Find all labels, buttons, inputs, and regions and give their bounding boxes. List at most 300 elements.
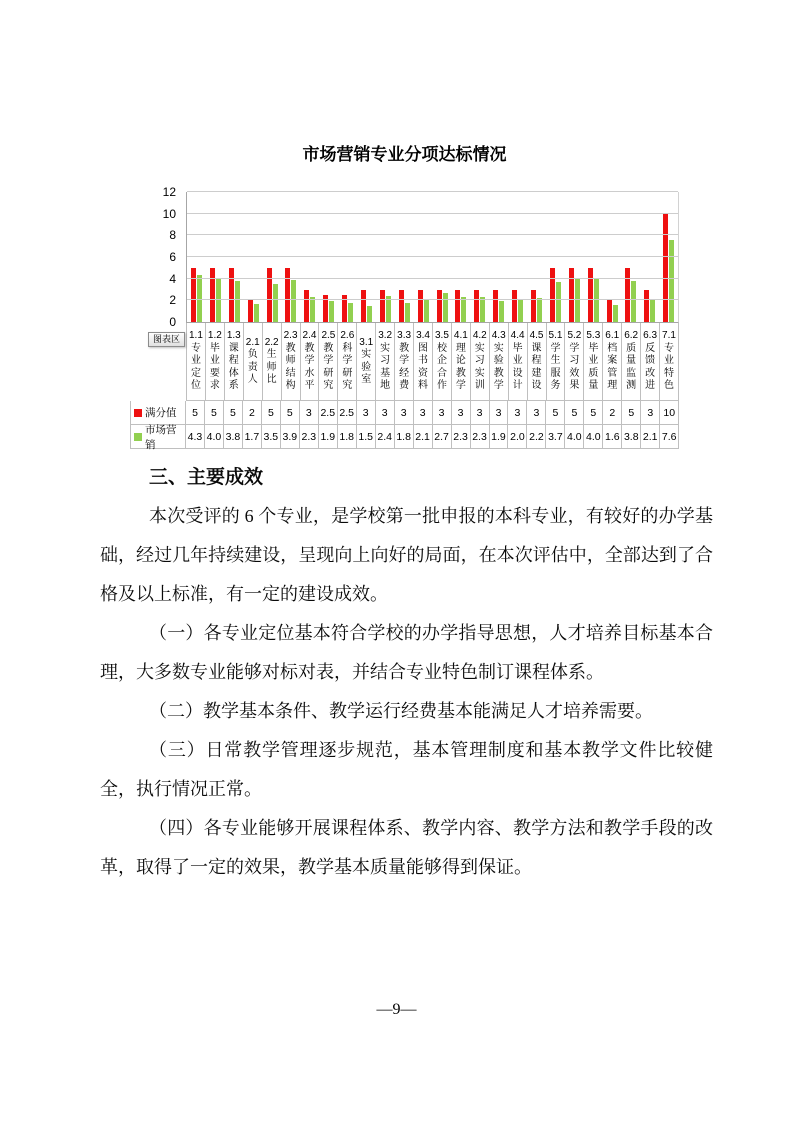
category-char: 人 — [247, 374, 258, 385]
value-cell: 2.3 — [300, 425, 319, 449]
category-char: 效 — [569, 367, 580, 379]
category-char: 业 — [209, 355, 220, 367]
category-char: 经 — [399, 367, 410, 379]
category-char: 平 — [304, 380, 315, 392]
category-cell — [301, 323, 320, 401]
category-char: 资 — [418, 367, 429, 379]
bar — [191, 268, 196, 322]
y-tick-label: 8 — [169, 228, 176, 243]
value-cell: 1.9 — [319, 425, 338, 449]
bar-group-2.1 — [244, 192, 263, 322]
category-header-row — [130, 323, 679, 401]
value-cell: 1.8 — [395, 425, 414, 449]
paragraph: （一）各专业定位基本符合学校的办学指导思想，人才培养目标基本合理，大多数专业能够对标对表，并结合专业特色制订课程体系。 — [100, 623, 713, 682]
bar-group-6.2 — [621, 192, 640, 322]
category-char: 毕 — [209, 342, 220, 354]
bar — [663, 214, 668, 322]
value-cell: 3 — [357, 401, 376, 425]
value-cell: 3 — [376, 401, 395, 425]
category-code: 3.4 — [416, 330, 430, 342]
category-cell — [186, 323, 206, 401]
bar — [418, 290, 423, 323]
bar-group-2.6 — [338, 192, 357, 322]
y-tick-label: 6 — [169, 250, 176, 264]
category-char: 训 — [474, 380, 485, 392]
category-code: 6.2 — [624, 330, 639, 342]
category-code: 3.5 — [434, 330, 449, 342]
category-char: 习 — [474, 355, 485, 367]
bar-group-2.2 — [263, 192, 282, 322]
value-cell: 3 — [641, 401, 660, 425]
bar-group-3.3 — [395, 192, 414, 322]
category-char: 教 — [455, 367, 466, 379]
category-cell — [338, 323, 357, 401]
bar — [443, 293, 448, 322]
category-char: 监 — [626, 367, 637, 379]
category-char: 业 — [190, 355, 201, 367]
category-char: 教 — [399, 342, 410, 354]
value-cell: 3 — [490, 401, 509, 425]
y-tick-label: 0 — [169, 315, 176, 329]
category-code: 3.3 — [397, 330, 412, 342]
category-char: 合 — [436, 367, 447, 379]
category-char: 费 — [399, 380, 410, 392]
body-text — [100, 458, 713, 887]
category-cell — [471, 323, 490, 401]
plot-area — [186, 192, 679, 323]
value-cell: 5 — [186, 401, 205, 425]
bar — [493, 290, 498, 323]
value-cell: 4.0 — [565, 425, 584, 449]
category-char: 教 — [285, 342, 296, 354]
chart-title: 市场营销专业分项达标情况 — [302, 145, 507, 164]
category-char: 结 — [285, 367, 296, 379]
category-cell — [282, 323, 301, 401]
value-cell: 3 — [433, 401, 452, 425]
bar — [531, 290, 536, 323]
y-axis-labels — [130, 185, 180, 329]
category-char: 体 — [228, 367, 239, 379]
bar-group-4.1 — [451, 192, 470, 322]
value-cell: 3.5 — [262, 425, 281, 449]
bar — [304, 290, 309, 323]
category-code: 4.5 — [529, 330, 544, 342]
bar — [569, 268, 574, 322]
bar — [499, 301, 504, 322]
category-char: 实 — [493, 342, 504, 354]
category-char: 实 — [474, 367, 485, 379]
value-cell: 2 — [603, 401, 622, 425]
bar — [588, 268, 593, 322]
bar — [455, 290, 460, 323]
value-cell: 2.2 — [527, 425, 546, 449]
category-code: 4.1 — [453, 330, 468, 342]
category-cell — [319, 323, 338, 401]
category-char: 师 — [266, 361, 277, 373]
category-code: 2.5 — [321, 330, 336, 342]
value-cell: 5 — [281, 401, 300, 425]
gridline — [187, 234, 678, 235]
bar-group-7.1 — [659, 192, 678, 322]
category-char: 色 — [664, 380, 674, 392]
category-char: 要 — [209, 367, 220, 379]
category-char: 质 — [588, 367, 599, 379]
category-char: 验 — [361, 361, 372, 373]
category-cell — [395, 323, 414, 401]
category-code: 5.1 — [548, 330, 563, 342]
category-char: 学 — [493, 380, 504, 392]
category-char: 验 — [493, 355, 504, 367]
bar — [644, 290, 649, 323]
value-cell: 1.7 — [243, 425, 262, 449]
category-char: 作 — [436, 380, 447, 392]
bar — [631, 281, 636, 322]
category-char: 学 — [399, 355, 410, 367]
category-char: 学 — [304, 355, 315, 367]
category-code: 4.3 — [491, 330, 506, 342]
bar-group-6.1 — [603, 192, 622, 322]
category-char: 反 — [645, 342, 656, 354]
category-cell — [244, 323, 263, 401]
value-cell: 3.7 — [546, 425, 565, 449]
value-cell: 5 — [584, 401, 603, 425]
bar — [537, 298, 542, 322]
value-cell: 10 — [660, 401, 679, 425]
legend-label: 满分值 — [145, 407, 177, 419]
category-char: 量 — [626, 355, 637, 367]
bar — [399, 290, 404, 323]
value-cell: 2.5 — [338, 401, 357, 425]
category-char: 学 — [569, 342, 580, 354]
category-code: 4.2 — [472, 330, 487, 342]
value-cell: 2.1 — [414, 425, 433, 449]
bar — [210, 268, 215, 322]
bar-group-1.1 — [187, 192, 206, 322]
category-char: 档 — [607, 342, 618, 354]
page-number: —9— — [376, 1001, 417, 1018]
category-code: 2.3 — [283, 330, 298, 342]
bar-group-3.4 — [414, 192, 433, 322]
legend-cell — [130, 425, 186, 449]
category-char: 业 — [664, 355, 674, 367]
bar-group-3.1 — [357, 192, 376, 322]
category-char: 比 — [266, 374, 277, 385]
category-char: 计 — [512, 380, 523, 392]
category-char: 馈 — [645, 355, 656, 367]
paragraph: （三）日常教学管理逐步规范，基本管理制度和基本教学文件比较健全，执行情况正常。 — [100, 740, 713, 799]
bar — [405, 303, 410, 323]
category-code: 2.1 — [245, 336, 260, 348]
category-char: 实 — [361, 349, 372, 360]
category-char: 科 — [342, 342, 353, 354]
bar — [235, 281, 240, 322]
category-code: 5.2 — [567, 330, 582, 342]
category-char: 务 — [550, 380, 561, 392]
bar-series-container — [187, 192, 678, 322]
bar-chart — [130, 142, 679, 449]
category-char: 研 — [342, 367, 353, 379]
y-tick-label: 2 — [169, 293, 176, 308]
bar — [607, 300, 612, 322]
category-char: 究 — [323, 380, 334, 392]
gridline — [187, 299, 678, 300]
bar — [556, 282, 561, 322]
value-cell: 3.8 — [224, 425, 243, 449]
bar — [437, 290, 442, 323]
category-char: 量 — [588, 380, 599, 392]
bar — [267, 268, 272, 322]
category-code: 2.4 — [302, 330, 317, 342]
category-char: 理 — [455, 342, 466, 354]
category-char: 究 — [342, 380, 353, 392]
category-char: 料 — [418, 380, 429, 392]
bar — [550, 268, 555, 322]
category-char: 室 — [361, 374, 372, 385]
category-char: 学 — [455, 380, 466, 392]
category-char: 案 — [607, 355, 618, 367]
value-cell: 5 — [224, 401, 243, 425]
category-code: 5.3 — [586, 330, 601, 342]
bar — [367, 306, 372, 322]
y-tick-label: 10 — [162, 206, 176, 221]
value-cell: 3.9 — [281, 425, 300, 449]
bar-group-3.5 — [433, 192, 452, 322]
category-code: 6.1 — [605, 330, 620, 342]
value-cell: 1.5 — [357, 425, 376, 449]
bar-group-4.3 — [489, 192, 508, 322]
bar — [285, 268, 290, 322]
category-char: 书 — [418, 355, 429, 367]
value-cell: 5 — [622, 401, 641, 425]
bar — [380, 290, 385, 323]
category-code: 2.6 — [340, 330, 355, 342]
bar-group-4.4 — [508, 192, 527, 322]
category-char: 习 — [380, 355, 391, 367]
category-char: 毕 — [588, 342, 599, 354]
category-cell — [225, 323, 244, 401]
category-code: 6.3 — [643, 330, 658, 342]
category-char: 论 — [455, 355, 466, 367]
category-char: 学 — [342, 355, 353, 367]
bar-group-1.2 — [206, 192, 225, 322]
bar — [480, 297, 485, 322]
value-cell: 3 — [508, 401, 527, 425]
category-cell — [641, 323, 660, 401]
bar — [424, 299, 429, 322]
category-char: 责 — [247, 361, 258, 373]
bar — [625, 268, 630, 322]
category-char: 定 — [190, 367, 201, 379]
legend-swatch-icon — [134, 409, 142, 417]
value-cell: 3.8 — [622, 425, 641, 449]
value-cell: 2.0 — [508, 425, 527, 449]
category-char: 位 — [190, 380, 201, 392]
category-char: 专 — [190, 342, 201, 354]
data-row-2 — [130, 425, 679, 449]
category-char: 生 — [266, 349, 277, 360]
category-char: 学 — [323, 355, 334, 367]
value-cell: 5 — [546, 401, 565, 425]
bar — [273, 284, 278, 322]
category-cell — [376, 323, 395, 401]
category-char: 构 — [285, 380, 296, 392]
value-cell: 2 — [243, 401, 262, 425]
category-char: 建 — [531, 367, 542, 379]
gridline — [187, 278, 678, 279]
value-cell: 5 — [262, 401, 281, 425]
category-char: 质 — [626, 342, 637, 354]
category-char: 实 — [474, 342, 485, 354]
category-cell — [452, 323, 471, 401]
data-row-1 — [130, 401, 679, 425]
bar-group-2.5 — [319, 192, 338, 322]
value-cell: 1.8 — [338, 425, 357, 449]
category-char: 基 — [380, 367, 391, 379]
category-char: 果 — [569, 380, 580, 392]
category-code: 7.1 — [662, 330, 676, 342]
bar — [348, 303, 353, 323]
category-char: 企 — [436, 355, 447, 367]
bar — [248, 300, 253, 322]
category-char: 师 — [285, 355, 296, 367]
category-char: 课 — [228, 342, 239, 354]
value-cell: 3 — [452, 401, 471, 425]
value-cell: 4.3 — [186, 425, 205, 449]
value-cell: 2.4 — [376, 425, 395, 449]
value-cell: 2.7 — [433, 425, 452, 449]
bar-group-4.5 — [527, 192, 546, 322]
category-char: 校 — [436, 342, 447, 354]
bar-group-5.1 — [546, 192, 565, 322]
category-char: 负 — [247, 349, 258, 360]
bar — [229, 268, 234, 322]
category-char: 进 — [645, 380, 656, 392]
category-code: 4.4 — [510, 330, 525, 342]
chart-area-tooltip: 图表区 — [148, 332, 185, 347]
category-char: 系 — [228, 380, 239, 392]
category-char: 毕 — [512, 342, 523, 354]
bar-group-2.4 — [300, 192, 319, 322]
category-code: 2.2 — [264, 336, 279, 348]
category-char: 测 — [626, 380, 637, 392]
value-cell: 3 — [395, 401, 414, 425]
bar — [613, 305, 618, 322]
category-char: 地 — [380, 380, 391, 392]
category-char: 水 — [304, 367, 315, 379]
value-cell: 3 — [527, 401, 546, 425]
paragraph: 本次受评的 6 个专业，是学校第一批申报的本科专业，有较好的办学基础，经过几年持续建设，呈现向上向好的局面，在本次评估中，全部达到了合格及以上标准，有一定的建设成效。 — [100, 506, 713, 604]
legend-swatch-icon — [134, 433, 142, 441]
category-char: 设 — [531, 380, 542, 392]
category-char: 教 — [304, 342, 315, 354]
category-char: 设 — [512, 367, 523, 379]
value-cell: 7.6 — [660, 425, 679, 449]
category-code: 1.2 — [207, 330, 222, 342]
category-cell — [584, 323, 603, 401]
bar — [512, 290, 517, 323]
value-cell: 3 — [414, 401, 433, 425]
category-cell — [603, 323, 622, 401]
category-char: 管 — [607, 367, 618, 379]
y-tick-label: 4 — [169, 271, 176, 286]
category-cell — [547, 323, 566, 401]
value-cell: 4.0 — [584, 425, 603, 449]
category-code: 1.3 — [226, 330, 241, 342]
value-cell: 5 — [205, 401, 224, 425]
category-cell — [622, 323, 641, 401]
category-char: 求 — [209, 380, 220, 392]
category-char: 学 — [550, 342, 561, 354]
category-char: 课 — [531, 342, 542, 354]
paragraph: （四）各专业能够开展课程体系、教学内容、教学方法和教学手段的改革，取得了一定的效果，教学基本质量能够得到保证。 — [100, 818, 713, 877]
category-char: 实 — [380, 342, 391, 354]
gridline — [187, 191, 678, 192]
category-cell — [414, 323, 433, 401]
category-code: 3.1 — [359, 336, 374, 348]
category-char: 专 — [664, 342, 674, 354]
bar-group-3.2 — [376, 192, 395, 322]
bar-group-2.3 — [281, 192, 300, 322]
bar — [291, 280, 296, 322]
category-cell — [206, 323, 225, 401]
category-char: 教 — [493, 367, 504, 379]
bar — [361, 290, 366, 323]
category-code: 1.1 — [189, 330, 203, 342]
bar-group-4.2 — [470, 192, 489, 322]
category-char: 业 — [588, 355, 599, 367]
category-char: 理 — [607, 380, 618, 392]
bar — [650, 299, 655, 322]
category-char: 生 — [550, 355, 561, 367]
category-cell — [433, 323, 452, 401]
bar — [474, 290, 479, 323]
value-cell: 3 — [471, 401, 490, 425]
category-cell — [490, 323, 509, 401]
category-char: 研 — [323, 367, 334, 379]
gridline — [187, 213, 678, 214]
value-cell: 2.5 — [319, 401, 338, 425]
category-char: 图 — [418, 342, 429, 354]
section-heading: 三、主要成效 — [149, 467, 264, 488]
category-cell — [509, 323, 528, 401]
category-cell — [528, 323, 547, 401]
category-char: 程 — [228, 355, 239, 367]
bar-group-5.2 — [565, 192, 584, 322]
value-cell: 3 — [300, 401, 319, 425]
chart-canvas — [130, 185, 679, 451]
paragraph: （二）教学基本条件、教学运行经费基本能满足人才培养需要。 — [149, 701, 653, 721]
category-cell — [357, 323, 376, 401]
bar — [461, 297, 466, 322]
bar-group-5.3 — [584, 192, 603, 322]
bar — [310, 297, 315, 322]
legend-label: 市场营销 — [145, 423, 177, 451]
bar — [518, 300, 523, 322]
gridline — [187, 256, 678, 257]
category-code: 3.2 — [378, 330, 393, 342]
category-char: 程 — [531, 355, 542, 367]
bar — [329, 301, 334, 322]
value-cell: 1.9 — [490, 425, 509, 449]
bar — [254, 304, 259, 322]
bar-group-1.3 — [225, 192, 244, 322]
y-tick-label: 12 — [162, 185, 176, 199]
category-char: 改 — [645, 367, 656, 379]
value-cell: 1.6 — [603, 425, 622, 449]
bar-group-6.3 — [640, 192, 659, 322]
bar — [669, 240, 674, 322]
category-cell — [263, 323, 282, 401]
